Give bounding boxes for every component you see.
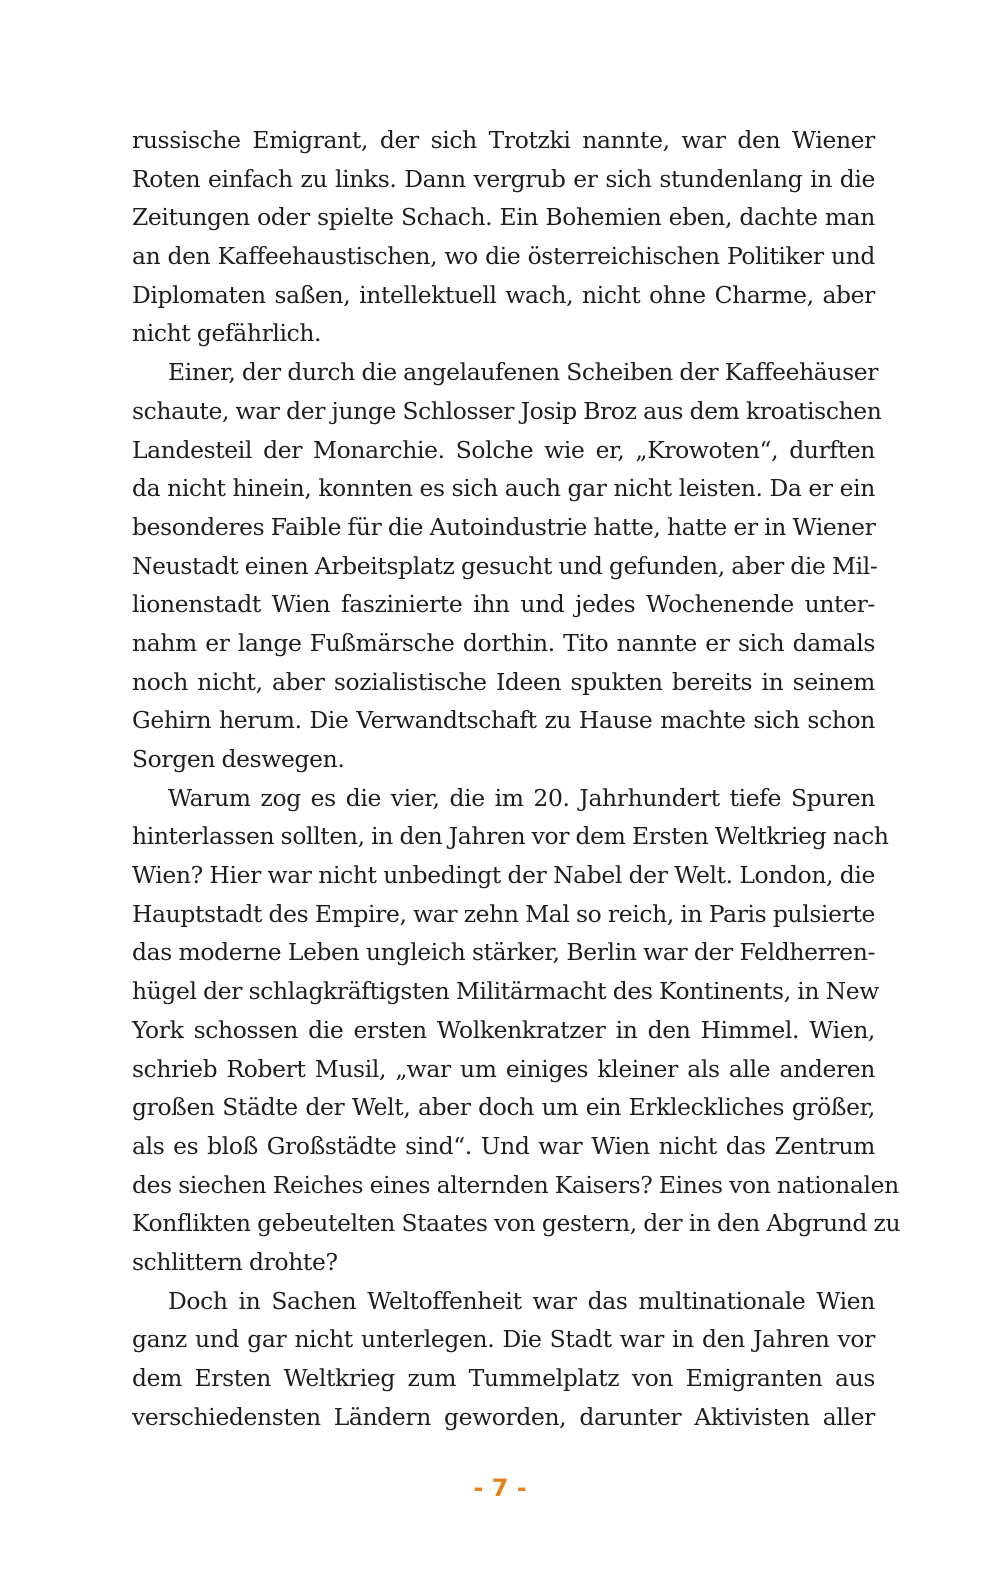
text-line: Neustadt einen Arbeitsplatz gesucht und gefunden, aber die Mil-	[132, 551, 878, 580]
text-line: York schossen die ersten Wolkenkratzer in den Himmel. Wien,	[132, 1015, 875, 1044]
text-line: hinterlassen sollten, in den Jahren vor dem Ersten Weltkrieg nach	[132, 822, 889, 851]
text-line: schlittern drohte?	[132, 1247, 338, 1276]
text-line: schaute, war der junge Schlosser Josip Broz aus dem kroatischen	[132, 396, 882, 425]
text-line: Sorgen deswegen.	[132, 745, 345, 773]
text-line: hügel der schlagkräftigsten Militärmacht des Kontinents, in New	[132, 977, 879, 1006]
text-line: Warum zog es die vier, die im 20. Jahrhundert tiefe Spuren	[168, 783, 875, 812]
text-line: besonderes Faible für die Autoindustrie hatte, hatte er in Wiener	[132, 512, 876, 541]
text-line: dem Ersten Weltkrieg zum Tummelplatz von Emigranten aus	[132, 1364, 875, 1392]
text-line: als es bloß Großstädte sind“. Und war Wien nicht das Zentrum	[132, 1131, 875, 1160]
text-line: nicht gefährlich.	[132, 319, 322, 348]
text-line: das moderne Leben ungleich stärker, Berlin war der Feldherren-	[132, 938, 875, 967]
body-text	[132, 121, 901, 1436]
text-line: Roten einfach zu links. Dann vergrub er sich stundenlang in die	[132, 164, 875, 193]
text-line: Hauptstadt des Empire, war zehn Mal so reich, in Paris pulsierte	[132, 899, 875, 928]
text-line: großen Städte der Welt, aber doch um ein Erkleckliches größer,	[132, 1093, 875, 1122]
text-line: Zeitungen oder spielte Schach. Ein Bohemien eben, dachte man	[132, 203, 875, 232]
text-line: ganz und gar nicht unterlegen. Die Stadt war in den Jahren vor	[132, 1325, 875, 1354]
text-line: an den Kaffeehaustischen, wo die österreichischen Politiker und	[132, 242, 875, 271]
text-line: Einer, der durch die angelaufenen Scheiben der Kaffeehäuser	[168, 358, 879, 387]
text-line: des siechen Reiches eines alternden Kaisers? Eines von nationalen	[132, 1170, 899, 1199]
text-line: Doch in Sachen Weltoffenheit war das multinationale Wien	[168, 1286, 875, 1315]
text-line: nahm er lange Fußmärsche dorthin. Tito nannte er sich damals	[132, 628, 875, 657]
page-number: - 7 -	[473, 1474, 527, 1502]
text-line: russische Emigrant, der sich Trotzki nannte, war den Wiener	[132, 126, 875, 154]
text-line: Wien? Hier war nicht unbedingt der Nabel der Welt. London, die	[132, 861, 875, 890]
text-line: Landesteil der Monarchie. Solche wie er, „Krowoten“, durften	[132, 435, 875, 464]
text-line: verschiedensten Ländern geworden, darunter Aktivisten aller	[132, 1402, 875, 1431]
text-line: Gehirn herum. Die Verwandtschaft zu Hause machte sich schon	[132, 706, 875, 735]
text-line: noch nicht, aber sozialistische Ideen spukten bereits in seinem	[132, 667, 875, 696]
text-line: Diplomaten saßen, intellektuell wach, nicht ohne Charme, aber	[132, 280, 875, 309]
text-line: schrieb Robert Musil, „war um einiges kleiner als alle anderen	[132, 1054, 875, 1083]
text-line: da nicht hinein, konnten es sich auch gar nicht leisten. Da er ein	[132, 474, 875, 503]
text-line: lionenstadt Wien faszinierte ihn und jedes Wochenende unter-	[132, 590, 875, 619]
text-line: Konflikten gebeutelten Staates von gestern, der in den Abgrund zu	[132, 1209, 901, 1238]
